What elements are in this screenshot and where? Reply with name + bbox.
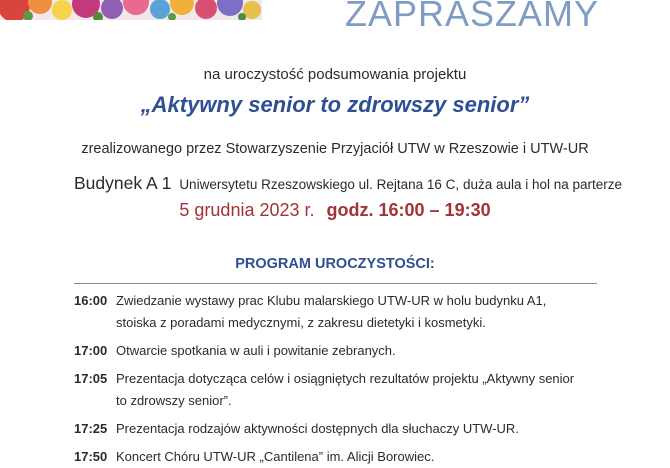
venue-building: Budynek A 1	[74, 173, 172, 193]
program-title: PROGRAM UROCZYSTOŚCI:	[235, 256, 435, 272]
project-title: „Aktywny senior to zdrowszy senior”	[140, 92, 530, 117]
program-item-time: 16:00	[74, 293, 108, 308]
divider	[74, 283, 597, 284]
event-date: 5 grudnia 2023 r.	[179, 200, 315, 220]
program-item-text: Prezentacja dotycząca celów i osiągniętych rezultatów projektu „Aktywny senior	[116, 371, 575, 386]
program-item-text: to zdrowszy senior”.	[116, 393, 232, 408]
program-item	[74, 368, 634, 412]
program-item	[74, 340, 634, 362]
program-item-time: 17:05	[74, 371, 108, 386]
program-item	[74, 446, 634, 468]
program-item-text: Koncert Chóru UTW-UR „Cantilena” im. Alicji Borowiec.	[116, 449, 435, 464]
organizer-line: zrealizowanego przez Stowarzyszenie Przyjaciół UTW w Rzeszowie i UTW-UR	[81, 141, 589, 157]
program-item	[74, 418, 634, 440]
venue-address: Uniwersytetu Rzeszowskiego ul. Rejtana 16 C, duża aula i hol na parterze	[179, 177, 623, 192]
program-item-time: 17:00	[74, 343, 108, 358]
program-item-text: Otwarcie spotkania w auli i powitanie zebranych.	[116, 343, 396, 358]
program-item-text: stoiska z poradami medycznymi, z zakresu dietetyki i kosmetyki.	[116, 315, 486, 330]
event-time: godz. 16:00 – 19:30	[326, 200, 491, 220]
program-item-text: Zwiedzanie wystawy prac Klubu malarskiego UTW-UR w holu budynku A1,	[116, 293, 547, 308]
page-title: ZAPRASZAMY	[345, 0, 600, 34]
program-item	[74, 290, 634, 334]
event-datetime	[0, 200, 670, 221]
program-list	[74, 290, 634, 468]
program-item-time: 17:25	[74, 421, 108, 436]
flower-banner-image	[0, 0, 262, 20]
invitation-line: na uroczystość podsumowania projektu	[203, 66, 467, 83]
venue	[74, 173, 622, 194]
program-item-time: 17:50	[74, 449, 108, 464]
program-item-text: Prezentacja rodzajów aktywności dostępnych dla słuchaczy UTW-UR.	[116, 421, 519, 436]
